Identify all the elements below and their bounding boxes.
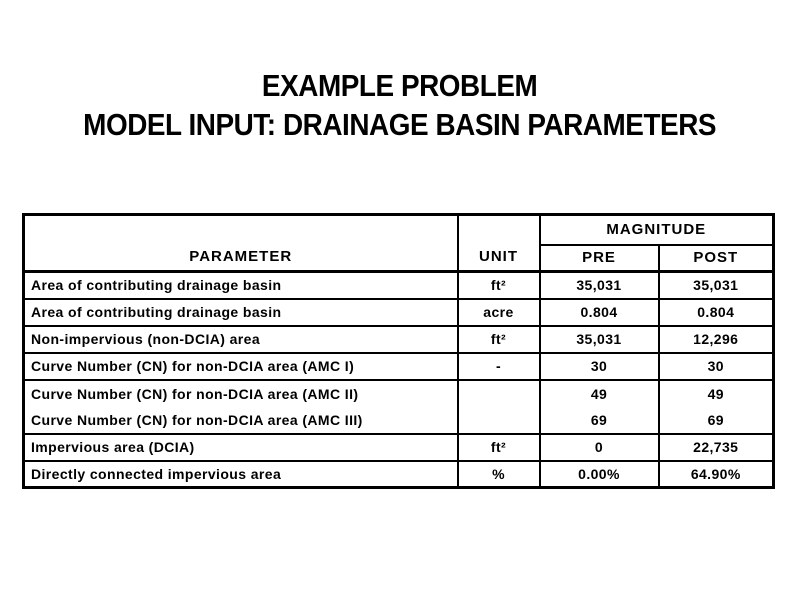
unit-cell bbox=[458, 380, 540, 407]
unit-cell: ft² bbox=[458, 326, 540, 353]
table-row bbox=[24, 461, 774, 488]
unit-cell bbox=[458, 407, 540, 434]
param-cell: Curve Number (CN) for non-DCIA area (AMC III) bbox=[24, 407, 458, 434]
pre-value-cell: 49 bbox=[540, 380, 659, 407]
post-value-cell: 22,735 bbox=[659, 434, 774, 461]
param-cell: Non-impervious (non-DCIA) area bbox=[24, 326, 458, 353]
post-value-cell: 64.90% bbox=[659, 461, 774, 488]
unit-cell: % bbox=[458, 461, 540, 488]
parameters-table-wrap bbox=[22, 213, 775, 489]
post-value-cell: 12,296 bbox=[659, 326, 774, 353]
table-row bbox=[24, 380, 774, 407]
table-row bbox=[24, 353, 774, 380]
post-value-cell: 0.804 bbox=[659, 299, 774, 326]
column-header-post: POST bbox=[659, 245, 774, 272]
post-value-cell: 69 bbox=[659, 407, 774, 434]
param-cell: Impervious area (DCIA) bbox=[24, 434, 458, 461]
unit-cell: acre bbox=[458, 299, 540, 326]
unit-cell: - bbox=[458, 353, 540, 380]
pre-value-cell: 0.00% bbox=[540, 461, 659, 488]
param-cell: Curve Number (CN) for non-DCIA area (AMC I) bbox=[24, 353, 458, 380]
title-text bbox=[84, 66, 717, 144]
column-header-pre: PRE bbox=[540, 245, 659, 272]
drainage-basin-parameters-table bbox=[22, 213, 775, 489]
header-row-magnitude bbox=[24, 215, 774, 245]
title-line-1: EXAMPLE PROBLEM bbox=[262, 68, 538, 103]
table-row bbox=[24, 299, 774, 326]
table-row bbox=[24, 272, 774, 299]
param-cell: Area of contributing drainage basin bbox=[24, 299, 458, 326]
column-header-magnitude: MAGNITUDE bbox=[540, 215, 774, 245]
column-header-unit: UNIT bbox=[458, 215, 540, 272]
param-cell: Area of contributing drainage basin bbox=[24, 272, 458, 299]
param-cell: Directly connected impervious area bbox=[24, 461, 458, 488]
post-value-cell: 35,031 bbox=[659, 272, 774, 299]
page-title bbox=[0, 66, 800, 144]
pre-value-cell: 0 bbox=[540, 434, 659, 461]
post-value-cell: 49 bbox=[659, 380, 774, 407]
post-value-cell: 30 bbox=[659, 353, 774, 380]
unit-cell: ft² bbox=[458, 272, 540, 299]
unit-cell: ft² bbox=[458, 434, 540, 461]
column-header-parameter: PARAMETER bbox=[24, 215, 458, 272]
table-row bbox=[24, 407, 774, 434]
table-row bbox=[24, 434, 774, 461]
pre-value-cell: 35,031 bbox=[540, 272, 659, 299]
title-line-2: MODEL INPUT: DRAINAGE BASIN PARAMETERS bbox=[83, 107, 717, 142]
param-cell: Curve Number (CN) for non-DCIA area (AMC II) bbox=[24, 380, 458, 407]
pre-value-cell: 0.804 bbox=[540, 299, 659, 326]
pre-value-cell: 30 bbox=[540, 353, 659, 380]
pre-value-cell: 69 bbox=[540, 407, 659, 434]
pre-value-cell: 35,031 bbox=[540, 326, 659, 353]
table-row bbox=[24, 326, 774, 353]
